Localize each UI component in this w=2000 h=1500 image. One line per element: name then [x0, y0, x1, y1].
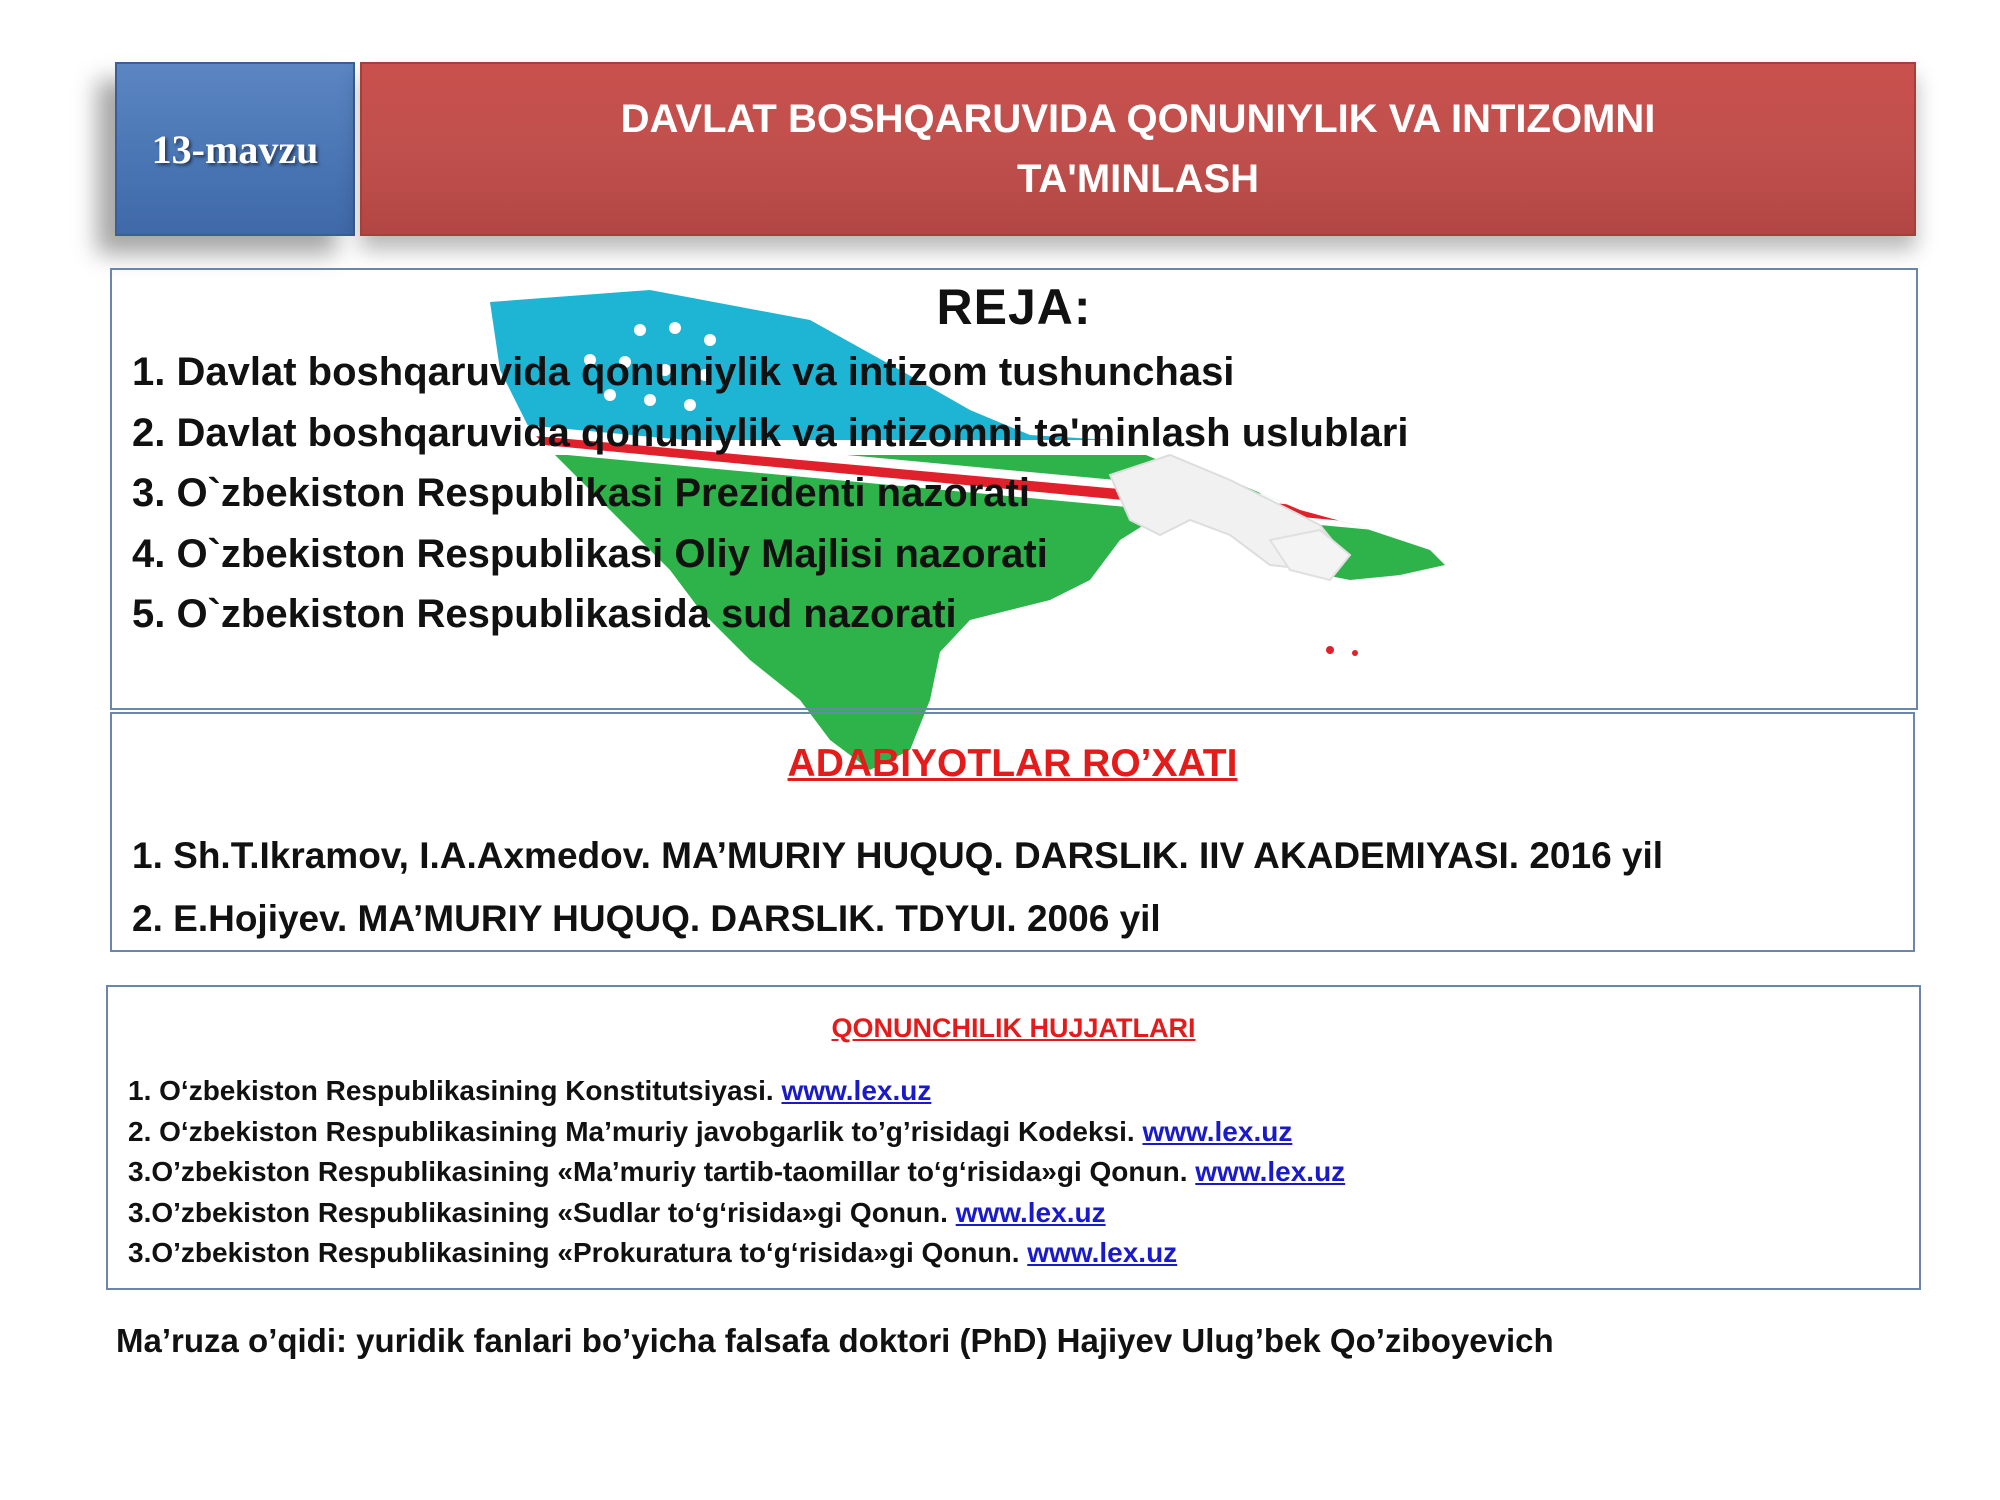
literature-heading: ADABIYOTLAR RO’XATI	[787, 742, 1238, 785]
title-bar	[360, 62, 1916, 236]
legislation-item	[128, 1233, 1345, 1274]
legislation-item-text: 1. O‘zbekiston Respublikasining Konstitutsiyasi.	[128, 1075, 782, 1106]
lex-uz-link[interactable]: www.lex.uz	[1027, 1237, 1178, 1268]
legislation-item-text: 3.O’zbekiston Respublikasining «Sudlar to‘g‘risida»gi Qonun.	[128, 1196, 956, 1228]
lex-uz-link[interactable]: www.lex.uz	[955, 1196, 1106, 1228]
legislation-list	[128, 1071, 1345, 1274]
plan-item: 3. O`zbekiston Respublikasi Prezidenti nazorati	[132, 471, 1030, 515]
legislation-panel	[106, 985, 1921, 1290]
legislation-item-text: 3.O’zbekiston Respublikasining «Ma’muriy tartib-taomillar to‘g‘risida»gi Qonun.	[128, 1156, 1196, 1187]
page-title	[538, 89, 1738, 209]
legislation-item-text: 3.O’zbekiston Respublikasining «Prokuratura to‘g‘risida»gi Qonun.	[128, 1237, 1028, 1268]
plan-item: 4. O`zbekiston Respublikasi Oliy Majlisi nazorati	[132, 531, 1048, 576]
plan-list	[132, 342, 1408, 645]
page-title-line-1: DAVLAT BOSHQARUVIDA QONUNIYLIK VA INTIZOMNI	[620, 97, 1656, 141]
legislation-item	[128, 1112, 1345, 1153]
page-title-line-2: TA'MINLASH	[1016, 157, 1260, 201]
legislation-item	[128, 1152, 1345, 1193]
legislation-item-text: 2. O‘zbekiston Respublikasining Ma’muriy javobgarlik to’g’risidagi Kodeksi.	[128, 1115, 1143, 1147]
plan-item: 2. Davlat boshqaruvida qonuniylik va intizomni ta'minlash uslublari	[132, 410, 1409, 455]
plan-heading: REJA:	[936, 279, 1092, 335]
literature-panel	[110, 712, 1915, 952]
plan-item: 5. O`zbekiston Respublikasida sud nazorati	[132, 592, 957, 636]
literature-item: 2. E.Hojiyev. MA’MURIY HUQUQ. DARSLIK. TDYUI. 2006 yil	[132, 898, 1161, 939]
topic-badge: 13-mavzu	[115, 62, 355, 236]
plan-item: 1. Davlat boshqaruvida qonuniylik va intizom tushunchasi	[132, 350, 1235, 394]
lex-uz-link[interactable]: www.lex.uz	[781, 1075, 932, 1106]
legislation-heading: QONUNCHILIK HUJJATLARI	[831, 1013, 1196, 1043]
lex-uz-link[interactable]: www.lex.uz	[1195, 1156, 1346, 1187]
legislation-item	[128, 1071, 1345, 1112]
legislation-item	[128, 1193, 1345, 1234]
lecturer-credit: Ma’ruza o’qidi: yuridik fanlari bo’yicha falsafa doktori (PhD) Hajiyev Ulug’bek Qo’ziboyevich	[116, 1322, 1554, 1359]
plan-panel	[110, 268, 1918, 710]
literature-list	[132, 824, 1663, 950]
lex-uz-link[interactable]: www.lex.uz	[1142, 1115, 1293, 1147]
literature-item: 1. Sh.T.Ikramov, I.A.Axmedov. MA’MURIY HUQUQ. DARSLIK. IIV AKADEMIYASI. 2016 yil	[132, 835, 1664, 876]
